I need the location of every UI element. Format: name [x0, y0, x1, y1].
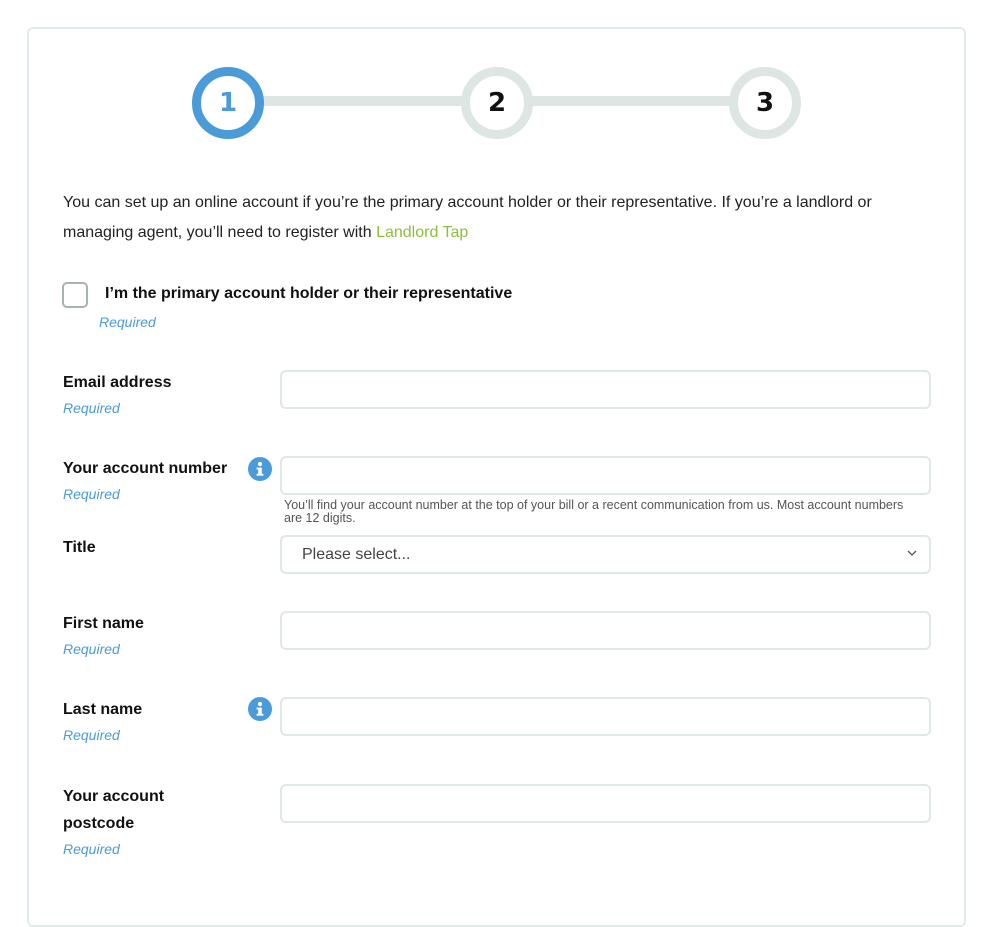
primary-holder-checkbox[interactable] — [62, 282, 88, 308]
last-name-input[interactable] — [280, 697, 931, 736]
intro-text — [63, 188, 943, 248]
step-3: 3 — [729, 67, 801, 139]
stepper-track-1 — [262, 96, 468, 106]
intro-body: You can set up an online account if you’re the primary account holder or their representative. If you’re a landlord or managing agent, you’ll need to register with — [63, 194, 872, 241]
account-number-info-icon[interactable] — [248, 457, 272, 481]
primary-holder-label: I’m the primary account holder or their representative — [105, 285, 513, 302]
title-label: Title — [63, 539, 96, 556]
title-select-value: Please select... — [302, 545, 411, 563]
postcode-required: Required — [63, 841, 120, 857]
last-name-info-icon[interactable] — [248, 697, 272, 721]
primary-holder-required: Required — [99, 314, 156, 330]
last-name-label: Last name — [63, 701, 143, 718]
last-name-required: Required — [63, 727, 120, 743]
step-2: 2 — [461, 67, 533, 139]
email-label: Email address — [63, 374, 172, 391]
first-name-required: Required — [63, 641, 120, 657]
account-number-input[interactable] — [280, 456, 931, 495]
chevron-down-icon — [905, 546, 919, 560]
account-number-label: Your account number — [63, 460, 228, 477]
first-name-input[interactable] — [280, 611, 931, 650]
postcode-label-line2: postcode — [63, 815, 135, 832]
email-input[interactable] — [280, 370, 931, 409]
title-select[interactable] — [280, 535, 931, 574]
postcode-input[interactable] — [280, 784, 931, 823]
first-name-label: First name — [63, 615, 144, 632]
postcode-label-line1: Your account — [63, 788, 165, 805]
email-required: Required — [63, 400, 120, 416]
account-number-required: Required — [63, 486, 120, 502]
step-1: 1 — [192, 67, 264, 139]
stepper-track-2 — [530, 96, 736, 106]
account-number-hint: You’ll find your account number at the top of your bill or a recent communication from us. Most account numbers are 12 digits. — [284, 498, 904, 525]
landlord-tap-link[interactable]: Landlord Tap — [376, 224, 469, 241]
